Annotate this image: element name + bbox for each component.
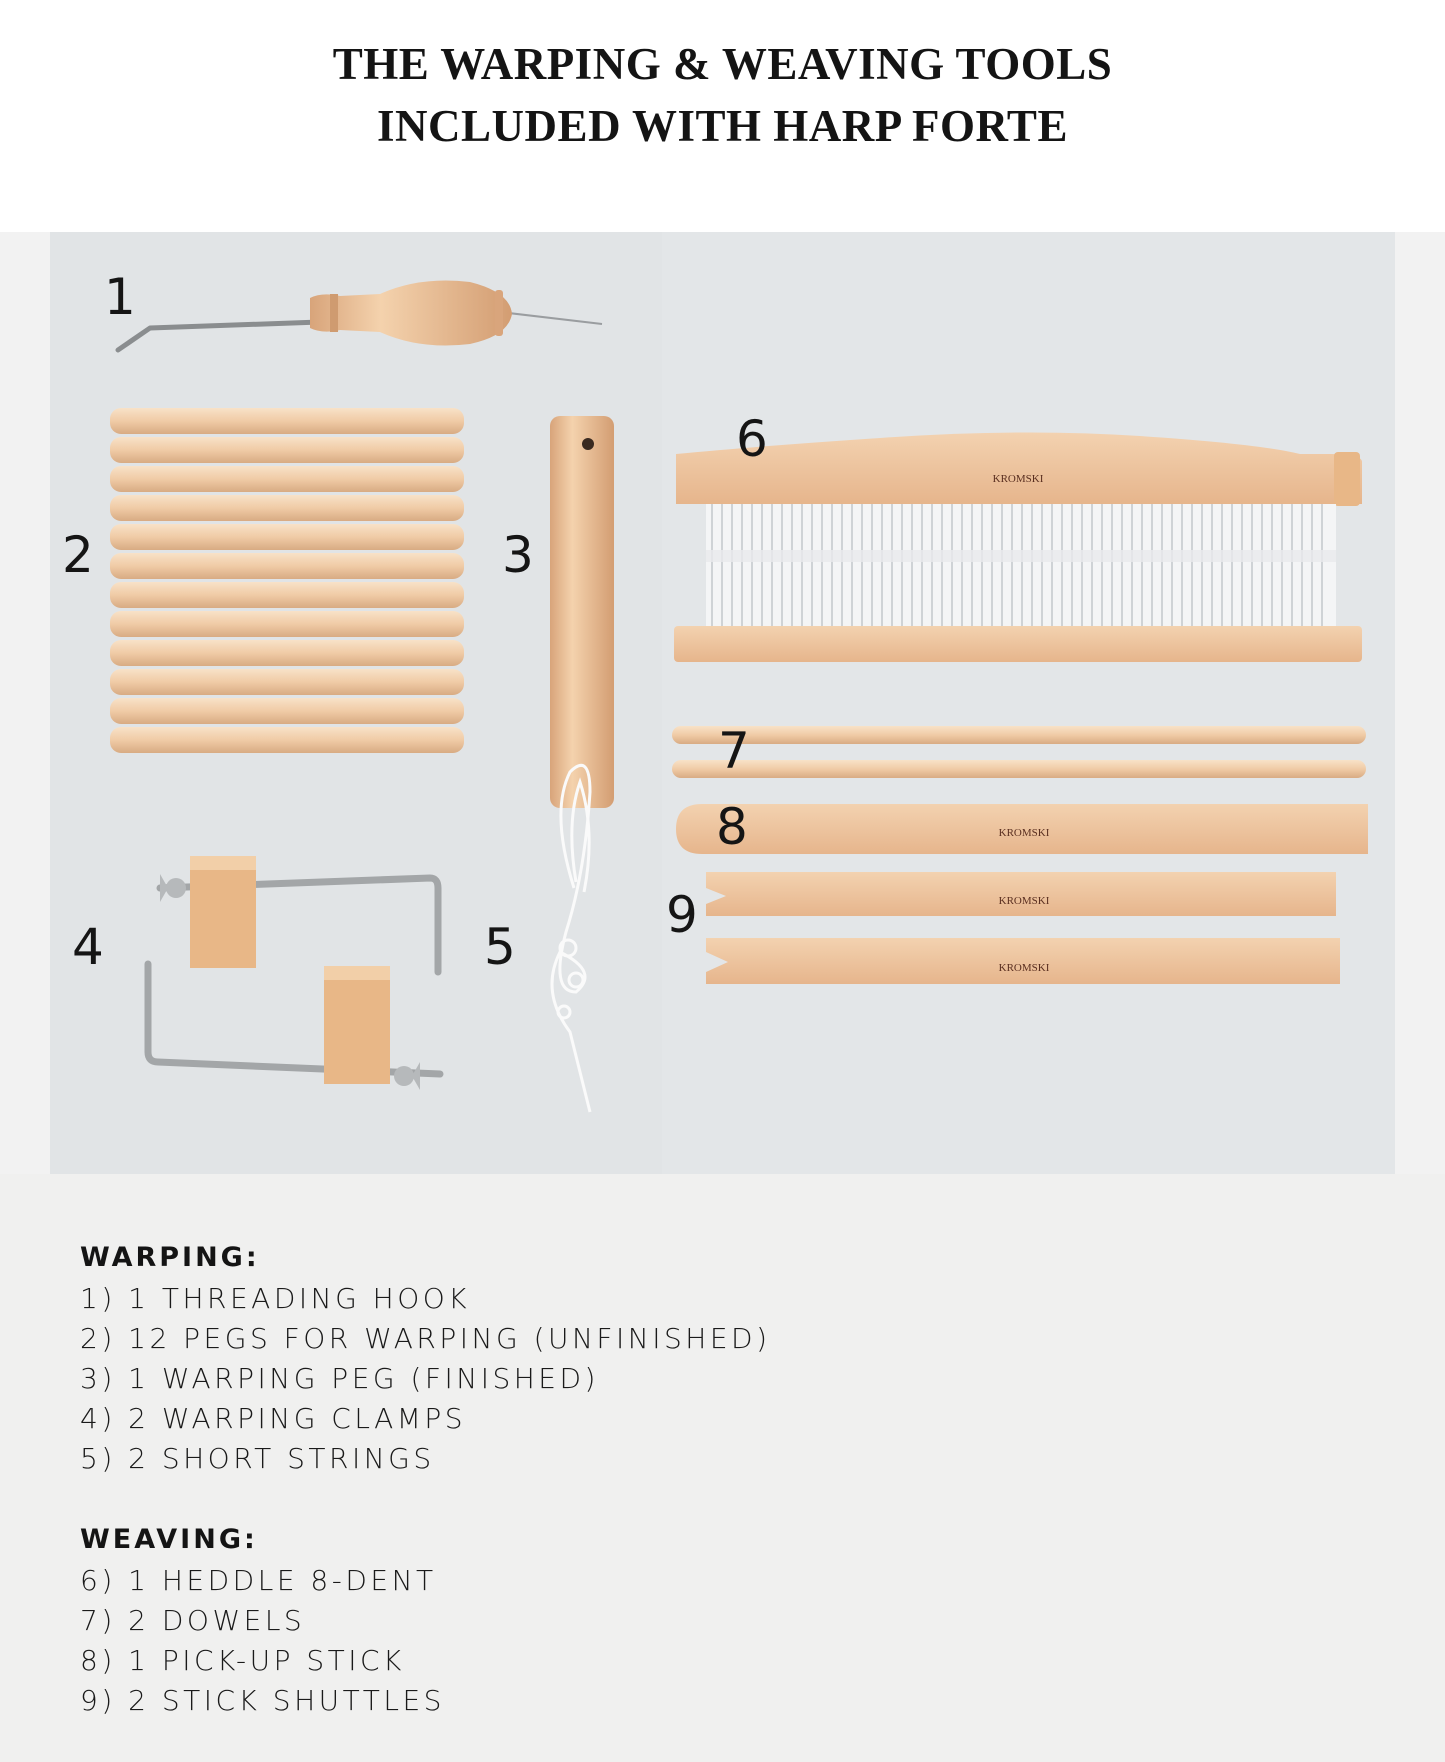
- list-item: 4) 2 WARPING CLAMPS: [80, 1402, 467, 1435]
- list-item: 7) 2 DOWELS: [80, 1604, 306, 1637]
- title-block: [0, 0, 1445, 232]
- label-number-3: 3: [502, 526, 534, 584]
- rigid-heddle: [674, 432, 1362, 662]
- list-item: 2) 12 PEGS FOR WARPING (UNFINISHED): [80, 1322, 771, 1355]
- warping-heading: WARPING:: [80, 1242, 260, 1273]
- tools-photo: [0, 232, 1445, 1174]
- list-item: 5) 2 SHORT STRINGS: [80, 1442, 435, 1475]
- label-number-1: 1: [104, 268, 136, 326]
- weaving-heading: WEAVING:: [80, 1524, 258, 1555]
- label-number-2: 2: [62, 526, 94, 584]
- label-number-6: 6: [736, 410, 768, 468]
- brand-mark-heddle: KROMSKI: [992, 473, 1044, 485]
- tools-illustration: [0, 232, 1445, 1174]
- label-number-7: 7: [718, 722, 750, 780]
- label-number-8: 8: [716, 798, 748, 856]
- list-item: 1) 1 THREADING HOOK: [80, 1282, 471, 1315]
- page-title-line-1: THE WARPING & WEAVING TOOLS: [332, 39, 1113, 89]
- list-item: 8) 1 PICK-UP STICK: [80, 1644, 405, 1677]
- warping-list: [80, 1242, 771, 1479]
- list-item: 9) 2 STICK SHUTTLES: [80, 1684, 445, 1717]
- brand-mark-shuttle-2: KROMSKI: [998, 962, 1050, 974]
- weaving-list: [80, 1524, 445, 1721]
- finished-warping-peg: [550, 416, 614, 808]
- label-number-9: 9: [666, 886, 698, 944]
- list-item: 6) 1 HEDDLE 8-DENT: [80, 1564, 437, 1597]
- brand-mark-shuttle-1: KROMSKI: [998, 895, 1050, 907]
- label-number-4: 4: [72, 918, 104, 976]
- tools-list-panel: [0, 1174, 1445, 1762]
- page-title-line-2: INCLUDED WITH HARP FORTE: [377, 101, 1068, 151]
- list-item: 3) 1 WARPING PEG (FINISHED): [80, 1362, 599, 1395]
- label-number-5: 5: [484, 918, 516, 976]
- brand-mark-pick-up-stick: KROMSKI: [998, 827, 1050, 839]
